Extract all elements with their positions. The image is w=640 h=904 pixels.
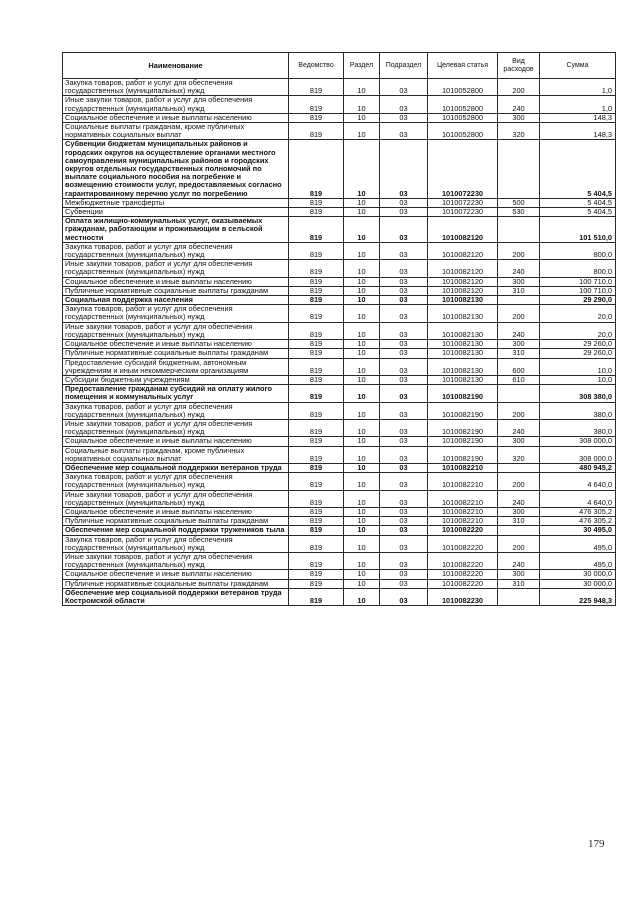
- cell-type: 200: [498, 473, 540, 490]
- table-row: [63, 217, 616, 243]
- cell-dept: 819: [289, 322, 344, 339]
- table-row: [63, 208, 616, 217]
- cell-sum: 30 495,0: [540, 526, 616, 535]
- cell-type: 310: [498, 349, 540, 358]
- cell-name: Публичные нормативные социальные выплаты гражданам: [63, 349, 289, 358]
- table-row: [63, 570, 616, 579]
- cell-dept: 819: [289, 526, 344, 535]
- cell-subsection: 03: [380, 296, 428, 305]
- cell-sum: 800,0: [540, 242, 616, 259]
- cell-sum: 308 000,0: [540, 446, 616, 463]
- table-row: [63, 260, 616, 277]
- cell-subsection: 03: [380, 198, 428, 207]
- cell-target: 1010052800: [428, 96, 498, 113]
- cell-type: [498, 526, 540, 535]
- cell-dept: 819: [289, 349, 344, 358]
- cell-dept: 819: [289, 140, 344, 198]
- cell-section: 10: [344, 463, 380, 472]
- table-row: [63, 140, 616, 198]
- cell-dept: 819: [289, 208, 344, 217]
- cell-section: 10: [344, 208, 380, 217]
- cell-dept: 819: [289, 113, 344, 122]
- cell-target: 1010082120: [428, 217, 498, 243]
- cell-subsection: 03: [380, 526, 428, 535]
- table-row: [63, 419, 616, 436]
- cell-name: Иные закупки товаров, работ и услуг для обеспечения государственных (муниципальных) нужд: [63, 490, 289, 507]
- cell-sum: 20,0: [540, 322, 616, 339]
- header-target: Целевая статья: [428, 53, 498, 79]
- cell-dept: 819: [289, 419, 344, 436]
- cell-type: 200: [498, 242, 540, 259]
- cell-sum: 5 404,5: [540, 140, 616, 198]
- cell-type: 610: [498, 375, 540, 384]
- header-dept: Ведомство: [289, 53, 344, 79]
- cell-dept: 819: [289, 260, 344, 277]
- header-subsection: Подраздел: [380, 53, 428, 79]
- cell-name: Закупка товаров, работ и услуг для обеспечения государственных (муниципальных) нужд: [63, 79, 289, 96]
- cell-section: 10: [344, 217, 380, 243]
- cell-sum: 29 290,0: [540, 296, 616, 305]
- cell-dept: 819: [289, 286, 344, 295]
- cell-type: 300: [498, 437, 540, 446]
- table-row: [63, 473, 616, 490]
- cell-target: 1010052800: [428, 79, 498, 96]
- cell-section: 10: [344, 242, 380, 259]
- cell-sum: 100 710,0: [540, 286, 616, 295]
- table-row: [63, 286, 616, 295]
- table-row: [63, 579, 616, 588]
- cell-subsection: 03: [380, 535, 428, 552]
- table-row: [63, 123, 616, 140]
- table-row: [63, 242, 616, 259]
- cell-sum: 148,3: [540, 113, 616, 122]
- cell-section: 10: [344, 113, 380, 122]
- cell-dept: 819: [289, 242, 344, 259]
- cell-dept: 819: [289, 535, 344, 552]
- cell-section: 10: [344, 385, 380, 402]
- cell-target: 1010082210: [428, 490, 498, 507]
- cell-type: 500: [498, 198, 540, 207]
- cell-section: 10: [344, 507, 380, 516]
- cell-sum: 476 305,2: [540, 507, 616, 516]
- cell-dept: 819: [289, 446, 344, 463]
- cell-section: 10: [344, 96, 380, 113]
- cell-subsection: 03: [380, 385, 428, 402]
- cell-dept: 819: [289, 79, 344, 96]
- header-name: Наименование: [63, 53, 289, 79]
- cell-name: Публичные нормативные социальные выплаты гражданам: [63, 517, 289, 526]
- cell-sum: 308 000,0: [540, 437, 616, 446]
- cell-target: 1010082120: [428, 286, 498, 295]
- cell-target: 1010082120: [428, 277, 498, 286]
- cell-dept: 819: [289, 402, 344, 419]
- table-row: [63, 375, 616, 384]
- cell-name: Социальное обеспечение и иные выплаты населению: [63, 437, 289, 446]
- cell-dept: 819: [289, 217, 344, 243]
- cell-sum: 5 404,5: [540, 208, 616, 217]
- cell-subsection: 03: [380, 113, 428, 122]
- cell-section: 10: [344, 123, 380, 140]
- cell-dept: 819: [289, 473, 344, 490]
- cell-dept: 819: [289, 570, 344, 579]
- cell-subsection: 03: [380, 507, 428, 516]
- cell-sum: 29 260,0: [540, 349, 616, 358]
- cell-dept: 819: [289, 490, 344, 507]
- cell-name: Иные закупки товаров, работ и услуг для обеспечения государственных (муниципальных) нужд: [63, 419, 289, 436]
- table-row: [63, 305, 616, 322]
- cell-name: Оплата жилищно-коммунальных услуг, оказываемых гражданам, работающим и проживающим в сельской местности: [63, 217, 289, 243]
- cell-section: 10: [344, 552, 380, 569]
- table-row: [63, 113, 616, 122]
- cell-name: Субвенции бюджетам муниципальных районов и городских округов на осуществление органами местного самоуправления муниципальных районов и городских округов отдельных государственных полномочий по выплате социального пособия на погребение и возмещению стоимости услуг, предоставляемых согласно гарантированному перечню услуг по погребению: [63, 140, 289, 198]
- cell-target: 1010082130: [428, 358, 498, 375]
- cell-target: 1010052800: [428, 123, 498, 140]
- cell-section: 10: [344, 402, 380, 419]
- cell-section: 10: [344, 79, 380, 96]
- cell-target: 1010082130: [428, 375, 498, 384]
- cell-sum: 101 510,0: [540, 217, 616, 243]
- cell-subsection: 03: [380, 358, 428, 375]
- cell-name: Предоставление гражданам субсидий на оплату жилого помещения и коммунальных услуг: [63, 385, 289, 402]
- cell-dept: 819: [289, 463, 344, 472]
- cell-sum: 4 640,0: [540, 473, 616, 490]
- cell-target: 1010082120: [428, 242, 498, 259]
- cell-name: Социальные выплаты гражданам, кроме публичных нормативных социальных выплат: [63, 123, 289, 140]
- header-section: Раздел: [344, 53, 380, 79]
- cell-section: 10: [344, 198, 380, 207]
- cell-dept: 819: [289, 305, 344, 322]
- cell-target: 1010082190: [428, 446, 498, 463]
- cell-subsection: 03: [380, 490, 428, 507]
- cell-name: Обеспечение мер социальной поддержки тружеников тыла: [63, 526, 289, 535]
- cell-section: 10: [344, 517, 380, 526]
- cell-sum: 10,0: [540, 375, 616, 384]
- cell-subsection: 03: [380, 286, 428, 295]
- table-row: [63, 446, 616, 463]
- table-row: [63, 463, 616, 472]
- header-sum: Сумма: [540, 53, 616, 79]
- table-row: [63, 277, 616, 286]
- cell-subsection: 03: [380, 242, 428, 259]
- table-row: [63, 96, 616, 113]
- cell-name: Социальное обеспечение и иные выплаты населению: [63, 277, 289, 286]
- cell-target: 1010082130: [428, 349, 498, 358]
- cell-name: Иные закупки товаров, работ и услуг для обеспечения государственных (муниципальных) нужд: [63, 260, 289, 277]
- cell-subsection: 03: [380, 123, 428, 140]
- cell-target: 1010082190: [428, 419, 498, 436]
- cell-name: Социальное обеспечение и иные выплаты населению: [63, 340, 289, 349]
- cell-name: Субвенции: [63, 208, 289, 217]
- cell-section: 10: [344, 535, 380, 552]
- cell-dept: 819: [289, 198, 344, 207]
- cell-subsection: 03: [380, 517, 428, 526]
- cell-type: 310: [498, 517, 540, 526]
- cell-section: 10: [344, 375, 380, 384]
- cell-sum: 20,0: [540, 305, 616, 322]
- cell-subsection: 03: [380, 260, 428, 277]
- cell-sum: 10,0: [540, 358, 616, 375]
- cell-dept: 819: [289, 588, 344, 605]
- cell-section: 10: [344, 140, 380, 198]
- cell-sum: 1,0: [540, 96, 616, 113]
- cell-sum: 148,3: [540, 123, 616, 140]
- cell-subsection: 03: [380, 570, 428, 579]
- table-row: [63, 526, 616, 535]
- cell-name: Закупка товаров, работ и услуг для обеспечения государственных (муниципальных) нужд: [63, 535, 289, 552]
- cell-name: Обеспечение мер социальной поддержки ветеранов труда: [63, 463, 289, 472]
- cell-name: Социальное обеспечение и иные выплаты населению: [63, 113, 289, 122]
- cell-type: 240: [498, 552, 540, 569]
- cell-sum: 29 260,0: [540, 340, 616, 349]
- cell-subsection: 03: [380, 552, 428, 569]
- cell-target: 1010082120: [428, 260, 498, 277]
- cell-name: Предоставление субсидий бюджетным, автономным учреждениям и иным некоммерческим организациям: [63, 358, 289, 375]
- cell-subsection: 03: [380, 79, 428, 96]
- cell-target: 1010082130: [428, 322, 498, 339]
- cell-type: [498, 385, 540, 402]
- cell-type: [498, 217, 540, 243]
- cell-name: Межбюджетные трансферты: [63, 198, 289, 207]
- cell-type: 240: [498, 96, 540, 113]
- cell-subsection: 03: [380, 402, 428, 419]
- cell-section: 10: [344, 473, 380, 490]
- cell-type: 310: [498, 286, 540, 295]
- cell-dept: 819: [289, 507, 344, 516]
- cell-type: [498, 588, 540, 605]
- cell-subsection: 03: [380, 208, 428, 217]
- cell-target: 1010082220: [428, 570, 498, 579]
- cell-name: Обеспечение мер социальной поддержки ветеранов труда Костромской области: [63, 588, 289, 605]
- budget-table: [62, 52, 616, 606]
- cell-sum: 476 305,2: [540, 517, 616, 526]
- cell-section: 10: [344, 349, 380, 358]
- cell-name: Публичные нормативные социальные выплаты гражданам: [63, 579, 289, 588]
- cell-target: 1010082220: [428, 552, 498, 569]
- cell-section: 10: [344, 490, 380, 507]
- cell-subsection: 03: [380, 588, 428, 605]
- cell-type: 200: [498, 79, 540, 96]
- cell-name: Иные закупки товаров, работ и услуг для обеспечения государственных (муниципальных) нужд: [63, 96, 289, 113]
- cell-type: 200: [498, 305, 540, 322]
- cell-subsection: 03: [380, 140, 428, 198]
- cell-section: 10: [344, 446, 380, 463]
- cell-target: 1010082230: [428, 588, 498, 605]
- cell-target: 1010082210: [428, 517, 498, 526]
- cell-type: [498, 140, 540, 198]
- cell-section: 10: [344, 296, 380, 305]
- cell-dept: 819: [289, 296, 344, 305]
- cell-section: 10: [344, 570, 380, 579]
- cell-subsection: 03: [380, 340, 428, 349]
- cell-type: 240: [498, 419, 540, 436]
- cell-type: 320: [498, 446, 540, 463]
- cell-type: [498, 296, 540, 305]
- cell-name: Закупка товаров, работ и услуг для обеспечения государственных (муниципальных) нужд: [63, 473, 289, 490]
- cell-dept: 819: [289, 277, 344, 286]
- table-row: [63, 385, 616, 402]
- cell-name: Закупка товаров, работ и услуг для обеспечения государственных (муниципальных) нужд: [63, 305, 289, 322]
- cell-subsection: 03: [380, 437, 428, 446]
- cell-section: 10: [344, 437, 380, 446]
- cell-type: 200: [498, 535, 540, 552]
- cell-section: 10: [344, 526, 380, 535]
- cell-subsection: 03: [380, 322, 428, 339]
- cell-target: 1010082130: [428, 296, 498, 305]
- cell-target: 1010072230: [428, 140, 498, 198]
- cell-type: 300: [498, 113, 540, 122]
- table-row: [63, 79, 616, 96]
- cell-name: Социальное обеспечение и иные выплаты населению: [63, 570, 289, 579]
- table-row: [63, 517, 616, 526]
- cell-dept: 819: [289, 552, 344, 569]
- cell-subsection: 03: [380, 375, 428, 384]
- cell-section: 10: [344, 588, 380, 605]
- cell-type: 300: [498, 507, 540, 516]
- cell-type: [498, 463, 540, 472]
- cell-type: 300: [498, 570, 540, 579]
- cell-subsection: 03: [380, 217, 428, 243]
- cell-type: 320: [498, 123, 540, 140]
- cell-type: 300: [498, 340, 540, 349]
- cell-section: 10: [344, 286, 380, 295]
- cell-type: 200: [498, 402, 540, 419]
- table-header-row: [63, 53, 616, 79]
- cell-sum: 30 000,0: [540, 579, 616, 588]
- cell-target: 1010082220: [428, 579, 498, 588]
- cell-name: Социальное обеспечение и иные выплаты населению: [63, 507, 289, 516]
- cell-name: Социальные выплаты гражданам, кроме публичных нормативных социальных выплат: [63, 446, 289, 463]
- cell-section: 10: [344, 322, 380, 339]
- cell-name: Иные закупки товаров, работ и услуг для обеспечения государственных (муниципальных) нужд: [63, 322, 289, 339]
- cell-section: 10: [344, 419, 380, 436]
- header-type: Вид расходов: [498, 53, 540, 79]
- cell-target: 1010082190: [428, 437, 498, 446]
- cell-sum: 495,0: [540, 535, 616, 552]
- table-row: [63, 507, 616, 516]
- cell-subsection: 03: [380, 349, 428, 358]
- cell-type: 240: [498, 490, 540, 507]
- cell-section: 10: [344, 579, 380, 588]
- cell-type: 300: [498, 277, 540, 286]
- cell-section: 10: [344, 277, 380, 286]
- cell-section: 10: [344, 305, 380, 322]
- cell-subsection: 03: [380, 277, 428, 286]
- cell-sum: 4 640,0: [540, 490, 616, 507]
- cell-target: 1010082130: [428, 340, 498, 349]
- table-row: [63, 322, 616, 339]
- table-row: [63, 358, 616, 375]
- cell-dept: 819: [289, 96, 344, 113]
- table-row: [63, 402, 616, 419]
- cell-type: 310: [498, 579, 540, 588]
- cell-subsection: 03: [380, 96, 428, 113]
- cell-sum: 380,0: [540, 419, 616, 436]
- cell-sum: 800,0: [540, 260, 616, 277]
- cell-dept: 819: [289, 340, 344, 349]
- cell-target: 1010082220: [428, 535, 498, 552]
- table-row: [63, 535, 616, 552]
- cell-dept: 819: [289, 358, 344, 375]
- cell-dept: 819: [289, 517, 344, 526]
- cell-subsection: 03: [380, 446, 428, 463]
- cell-target: 1010082210: [428, 507, 498, 516]
- cell-target: 1010082220: [428, 526, 498, 535]
- cell-target: 1010072230: [428, 198, 498, 207]
- cell-sum: 100 710,0: [540, 277, 616, 286]
- cell-sum: 480 945,2: [540, 463, 616, 472]
- cell-sum: 225 948,3: [540, 588, 616, 605]
- cell-target: 1010082210: [428, 463, 498, 472]
- table-row: [63, 437, 616, 446]
- cell-name: Субсидии бюджетным учреждениям: [63, 375, 289, 384]
- cell-section: 10: [344, 260, 380, 277]
- cell-type: 530: [498, 208, 540, 217]
- cell-sum: 5 404,5: [540, 198, 616, 207]
- cell-target: 1010052800: [428, 113, 498, 122]
- table-row: [63, 552, 616, 569]
- page-number: 179: [588, 838, 605, 850]
- table-row: [63, 198, 616, 207]
- cell-target: 1010072230: [428, 208, 498, 217]
- table-row: [63, 588, 616, 605]
- table-row: [63, 349, 616, 358]
- cell-sum: 495,0: [540, 552, 616, 569]
- cell-type: 240: [498, 260, 540, 277]
- cell-target: 1010082190: [428, 402, 498, 419]
- cell-dept: 819: [289, 123, 344, 140]
- cell-dept: 819: [289, 579, 344, 588]
- cell-name: Публичные нормативные социальные выплаты гражданам: [63, 286, 289, 295]
- cell-section: 10: [344, 340, 380, 349]
- cell-subsection: 03: [380, 579, 428, 588]
- cell-sum: 380,0: [540, 402, 616, 419]
- cell-subsection: 03: [380, 305, 428, 322]
- cell-name: Закупка товаров, работ и услуг для обеспечения государственных (муниципальных) нужд: [63, 242, 289, 259]
- cell-type: 240: [498, 322, 540, 339]
- cell-name: Закупка товаров, работ и услуг для обеспечения государственных (муниципальных) нужд: [63, 402, 289, 419]
- cell-sum: 308 380,0: [540, 385, 616, 402]
- cell-section: 10: [344, 358, 380, 375]
- cell-name: Иные закупки товаров, работ и услуг для обеспечения государственных (муниципальных) нужд: [63, 552, 289, 569]
- cell-subsection: 03: [380, 473, 428, 490]
- cell-dept: 819: [289, 385, 344, 402]
- table-row: [63, 490, 616, 507]
- cell-dept: 819: [289, 375, 344, 384]
- cell-subsection: 03: [380, 463, 428, 472]
- table-row: [63, 296, 616, 305]
- cell-sum: 30 000,0: [540, 570, 616, 579]
- cell-subsection: 03: [380, 419, 428, 436]
- cell-sum: 1,0: [540, 79, 616, 96]
- cell-name: Социальная поддержка населения: [63, 296, 289, 305]
- cell-type: 600: [498, 358, 540, 375]
- cell-target: 1010082210: [428, 473, 498, 490]
- cell-dept: 819: [289, 437, 344, 446]
- table-row: [63, 340, 616, 349]
- cell-target: 1010082190: [428, 385, 498, 402]
- cell-target: 1010082130: [428, 305, 498, 322]
